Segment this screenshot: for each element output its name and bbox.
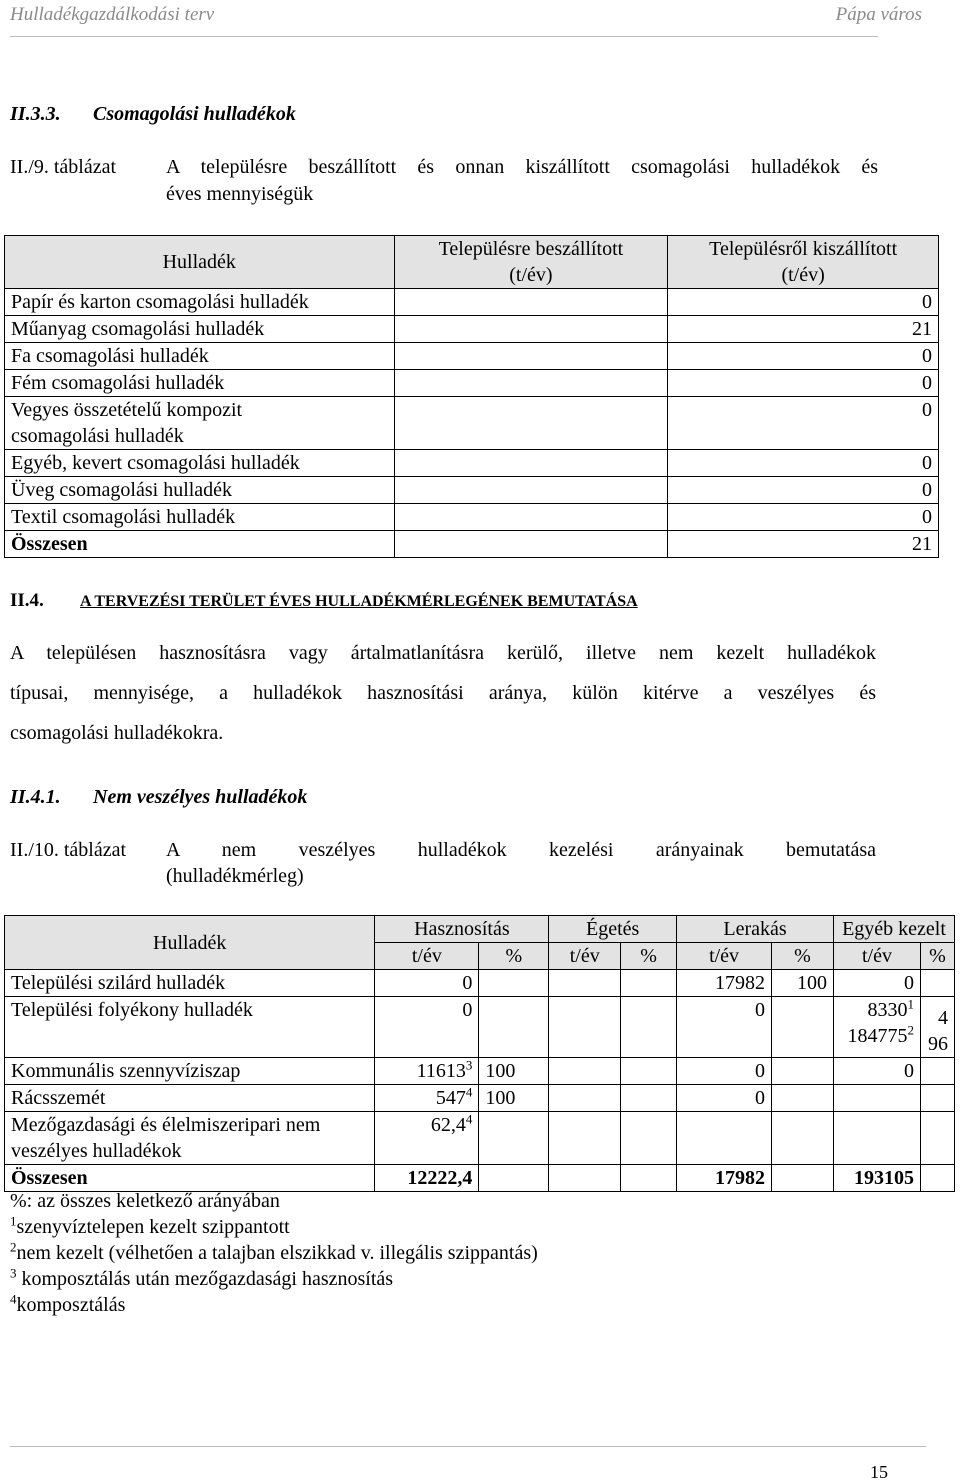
header-recovery: Hasznosítás [375, 916, 549, 943]
cell-waste-name: Mezőgazdasági és élelmiszeripari nem veszélyes hulladékok [5, 1112, 375, 1165]
header-incineration: Égetés [549, 916, 677, 943]
cell-incoming [394, 450, 668, 477]
cell-waste-name: Fém csomagolási hulladék [5, 370, 395, 397]
cell-empty [772, 1165, 834, 1192]
table-9-header-incoming: Településre beszállított (t/év) [394, 236, 668, 289]
cell-landfill-t [677, 1112, 772, 1165]
cell-other-pct [920, 1112, 954, 1165]
cell-landfill-t: 0 [677, 1085, 772, 1112]
table-row [5, 504, 939, 531]
cell-waste-name: Műanyag csomagolási hulladék [5, 316, 395, 343]
cell-landfill-pct [772, 1058, 834, 1085]
cell-landfill-pct: 100 [772, 970, 834, 997]
cell-incoming [394, 289, 668, 316]
cell-total-recovery: 12222,4 [375, 1165, 479, 1192]
table-row [5, 1085, 955, 1112]
header-percent: % [621, 943, 677, 970]
cell-incineration-pct [621, 997, 677, 1058]
cell-recovery-t: $547^4$ [375, 1085, 479, 1112]
table-row [5, 370, 939, 397]
cell-recovery-pct [479, 997, 549, 1058]
cell-landfill-t: 0 [677, 997, 772, 1058]
cell-total-other: 193105 [833, 1165, 920, 1192]
section-2-4-para-line1: A településen hasznosításra vagy ártalmatlanításra kerülő, illetve nem kezelt hulladékok [10, 642, 876, 664]
footnotes [10, 1188, 538, 1318]
cell-other-t [833, 1112, 920, 1165]
table-row [5, 970, 955, 997]
table-row [5, 343, 939, 370]
header-percent: % [920, 943, 954, 970]
cell-other-t: 0 [833, 970, 920, 997]
header-city-name: Pápa város [835, 4, 922, 25]
table-row [5, 1112, 955, 1165]
cell-waste-name: Papír és karton csomagolási hulladék [5, 289, 395, 316]
section-heading-2-4-1 [10, 786, 308, 809]
cell-incineration-t [549, 970, 621, 997]
cell-outgoing: 0 [668, 343, 939, 370]
table-row [5, 997, 955, 1058]
cell-waste-name: Települési folyékony hulladék [5, 997, 375, 1058]
section-number: II.4.1. [10, 786, 61, 808]
cell-landfill-t: 17982 [677, 970, 772, 997]
footnote-2: $^2$nem kezelt (vélhetően a talajban elszikkad v. illegális szippantás) [10, 1239, 538, 1264]
cell-recovery-pct [479, 1112, 549, 1165]
cell-landfill-pct [772, 997, 834, 1058]
cell-total-label: Összesen [5, 1165, 375, 1192]
header-percent: % [479, 943, 549, 970]
cell-incineration-t [549, 1085, 621, 1112]
table-row [5, 450, 939, 477]
cell-waste-name: Kommunális szennyvíziszap [5, 1058, 375, 1085]
table-row [5, 477, 939, 504]
cell-landfill-pct [772, 1112, 834, 1165]
cell-recovery-t: 0 [375, 970, 479, 997]
cell-recovery-t: 62,4$^4$ [375, 1112, 479, 1165]
cell-empty [549, 1165, 621, 1192]
cell-other-pct [920, 1058, 954, 1085]
cell-waste-name: Textil csomagolási hulladék [5, 504, 395, 531]
cell-waste-name: Egyéb, kevert csomagolási hulladék [5, 450, 395, 477]
cell-incineration-t [549, 997, 621, 1058]
table-9-header-waste: Hulladék [5, 236, 395, 289]
cell-recovery-pct [479, 970, 549, 997]
cell-other-t [833, 1085, 920, 1112]
footnote-4: $^4$komposztálás [10, 1291, 126, 1316]
page-number: 15 [870, 1462, 888, 1482]
cell-other-t: 8330$^1$ 184775$^2$ [833, 997, 920, 1058]
table-10-header-row-1 [5, 916, 955, 943]
cell-incoming [394, 477, 668, 504]
section-number-2-4: II.4. [10, 590, 44, 611]
section-title: Nem veszélyes hulladékok [93, 786, 308, 808]
cell-waste-name: Üveg csomagolási hulladék [5, 477, 395, 504]
section-heading-2-3-3 [10, 103, 296, 126]
footer-divider [10, 1446, 926, 1447]
table-10 [4, 915, 955, 1192]
header-unit: t/év [833, 943, 920, 970]
table-9-caption-line1: A településre beszállított és onnan kiszállított csomagolási hulladékok és [166, 156, 878, 178]
table-9-caption-line2: éves mennyiségük [166, 183, 314, 205]
cell-incineration-t [549, 1058, 621, 1085]
cell-incoming [394, 504, 668, 531]
cell-waste-name: Települési szilárd hulladék [5, 970, 375, 997]
table-9 [4, 235, 939, 558]
cell-recovery-t: 0 [375, 997, 479, 1058]
header-percent: % [772, 943, 834, 970]
cell-total-incoming [394, 531, 668, 558]
cell-incineration-pct [621, 1085, 677, 1112]
cell-outgoing: 21 [668, 316, 939, 343]
cell-incineration-pct [621, 970, 677, 997]
cell-recovery-pct: 100 [479, 1085, 549, 1112]
table-10-caption-line2: (hulladékmérleg) [166, 865, 304, 887]
table-10-caption-line1: A nem veszélyes hulladékok kezelési arányainak bemutatása [166, 839, 876, 861]
cell-outgoing: 0 [668, 370, 939, 397]
cell-outgoing: 0 [668, 397, 939, 450]
section-number: II.3.3. [10, 103, 61, 125]
cell-total-label: Összesen [5, 531, 395, 558]
cell-incineration-t [549, 1112, 621, 1165]
cell-other-pct: 4 96 [920, 997, 954, 1058]
cell-landfill-t: 0 [677, 1058, 772, 1085]
cell-outgoing: 0 [668, 450, 939, 477]
header-landfill: Lerakás [677, 916, 834, 943]
header-other-treated: Egyéb kezelt [833, 916, 954, 943]
cell-outgoing: 0 [668, 289, 939, 316]
cell-recovery-pct: 100 [479, 1058, 549, 1085]
cell-landfill-pct [772, 1085, 834, 1112]
table-row [5, 397, 939, 450]
cell-incineration-pct [621, 1112, 677, 1165]
cell-incoming [394, 397, 668, 450]
table-10-header-waste: Hulladék [5, 916, 375, 970]
table-9-total-row [5, 531, 939, 558]
section-2-4-para-line3: csomagolási hulladékokra. [10, 722, 224, 744]
table-row [5, 1058, 955, 1085]
cell-other-t: 0 [833, 1058, 920, 1085]
table-row [5, 289, 939, 316]
section-2-4-para-line2: típusai, mennyisége, a hulladékok hasznosítási aránya, külön kitérve a veszélyes és [10, 682, 876, 704]
section-title-2-4: A TERVEZÉSI TERÜLET ÉVES HULLADÉKMÉRLEGÉNEK BEMUTATÁSA [80, 593, 638, 610]
cell-other-pct [920, 970, 954, 997]
header-divider [10, 36, 878, 37]
table-row [5, 316, 939, 343]
cell-incoming [394, 316, 668, 343]
table-10-label: II./10. táblázat [10, 839, 127, 861]
footnote-1: $^1$szenyvíztelepen kezelt szippantott [10, 1213, 290, 1238]
header-unit: t/év [375, 943, 479, 970]
cell-waste-name: Fa csomagolási hulladék [5, 343, 395, 370]
cell-total-landfill: 17982 [677, 1165, 772, 1192]
cell-other-pct [920, 1085, 954, 1112]
cell-empty [920, 1165, 954, 1192]
cell-waste-name: Rácsszemét [5, 1085, 375, 1112]
footnote-3: $^3$ komposztálás után mezőgazdasági hasznosítás [10, 1265, 394, 1290]
cell-incoming [394, 343, 668, 370]
cell-incineration-pct [621, 1058, 677, 1085]
cell-outgoing: 0 [668, 504, 939, 531]
table-9-header-outgoing: Településről kiszállított (t/év) [668, 236, 939, 289]
header-document-title: Hulladékgazdálkodási terv [10, 4, 215, 25]
header-unit: t/év [677, 943, 772, 970]
cell-outgoing: 0 [668, 477, 939, 504]
header-unit: t/év [549, 943, 621, 970]
table-9-header-row [5, 236, 939, 289]
cell-empty [621, 1165, 677, 1192]
cell-waste-name: Vegyes összetételű kompozit csomagolási hulladék [5, 397, 395, 450]
table-9-label: II./9. táblázat [10, 156, 117, 178]
footnote-percent: %: az összes keletkező arányában [10, 1190, 280, 1212]
section-title: Csomagolási hulladékok [93, 103, 296, 125]
cell-recovery-t: 11613$^3$ [375, 1058, 479, 1085]
cell-incoming [394, 370, 668, 397]
cell-total-outgoing: 21 [668, 531, 939, 558]
